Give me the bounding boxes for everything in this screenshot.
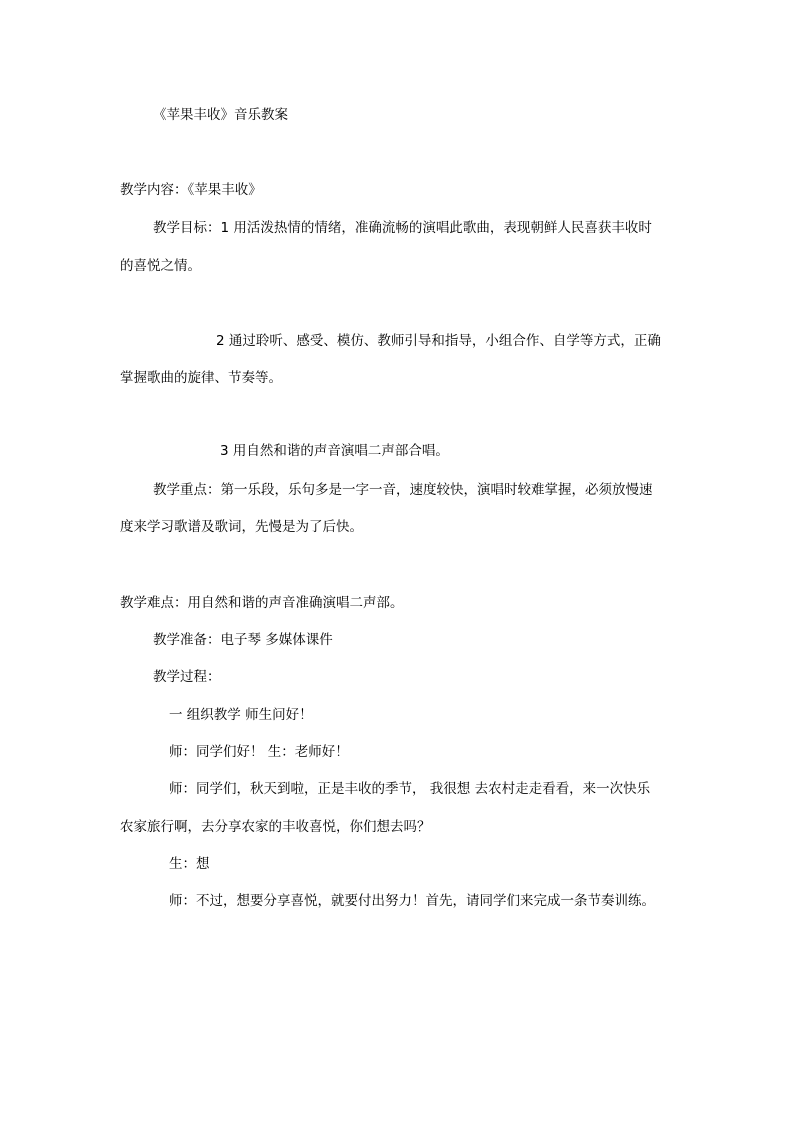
teaching-content: 教学内容：《苹果丰收》 (120, 182, 262, 198)
teaching-goal-1: 教学目标：1 用活泼热情的情绪，准确流畅的演唱此歌曲，表现朝鲜人民喜获丰收时 (153, 220, 652, 236)
dialogue-line-3: 生：想 (169, 856, 210, 872)
teaching-focus-continued: 度来学习歌谱及歌词，先慢是为了后快。 (120, 519, 363, 535)
teaching-focus: 教学重点：第一乐段，乐句多是一字一音，速度较快，演唱时较难掌握，必须放慢速 (153, 482, 653, 498)
dialogue-line-1: 师：同学们好！ 生：老师好！ (169, 744, 349, 760)
teaching-goal-2: 2 通过聆听、感受、模仿、教师引导和指导，小组合作、自学等方式，正确 (216, 333, 661, 349)
teaching-difficulty: 教学难点：用自然和谐的声音准确演唱二声部。 (120, 595, 404, 611)
teaching-process-heading: 教学过程： (153, 669, 221, 685)
teaching-goal-3: 3 用自然和谐的声音演唱二声部合唱。 (220, 443, 449, 459)
dialogue-line-2: 师：同学们，秋天到啦，正是丰收的季节， 我很想 去农村走走看看，来一次快乐 (169, 781, 651, 797)
teaching-goal-1-continued: 的喜悦之情。 (120, 258, 201, 274)
process-step-1: 一 组织教学 师生问好！ (169, 707, 313, 723)
teaching-preparation: 教学准备：电子琴 多媒体课件 (153, 632, 333, 648)
dialogue-line-2-continued: 农家旅行啊，去分享农家的丰收喜悦，你们想去吗？ (120, 819, 431, 835)
document-title: 《苹果丰收》音乐教案 (153, 107, 288, 123)
dialogue-line-4: 师：不过，想要分享喜悦，就要付出努力！首先，请同学们来完成一条节奏训练。 (169, 893, 655, 909)
teaching-goal-2-continued: 掌握歌曲的旋律、节奏等。 (120, 370, 282, 386)
